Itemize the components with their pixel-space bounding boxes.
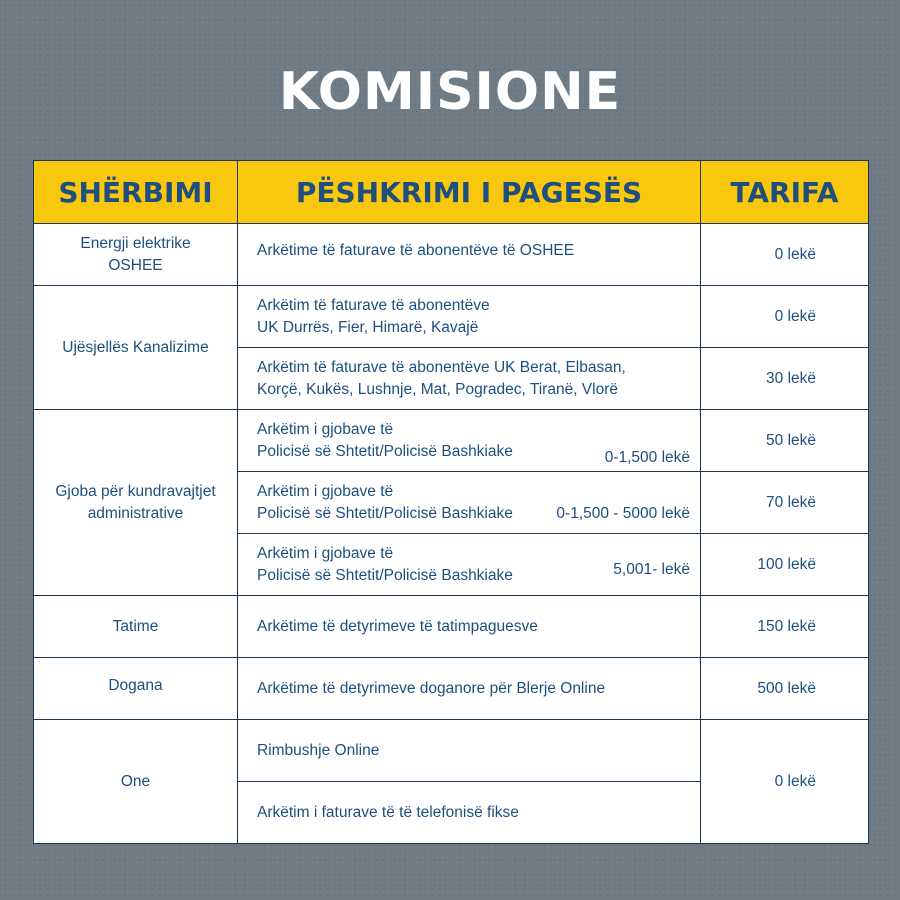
service-label: administrative <box>87 504 184 522</box>
fee-cell: 30 lekë <box>701 348 869 410</box>
description-line: Arkëtime të detyrimeve doganore për Blerje Online <box>257 679 606 697</box>
description-line: Arkëtime të detyrimeve të tatimpaguesve <box>257 617 538 635</box>
description-cell <box>238 224 701 286</box>
description-line: Arkëtim të faturave të abonentëve <box>257 296 490 314</box>
description-line: UK Durrës, Fier, Himarë, Kavajë <box>257 318 479 336</box>
service-label: Ujësjellës Kanalizime <box>62 338 209 356</box>
description-line: Arkëtim i faturave të të telefonisë fikse <box>257 803 519 821</box>
service-cell <box>34 410 238 596</box>
amount-range: 0-1,500 - 5000 lekë <box>556 504 690 522</box>
description-cell <box>238 348 701 410</box>
description-cell <box>238 286 701 348</box>
table-row <box>34 224 869 286</box>
description-cell <box>238 534 701 596</box>
service-cell <box>34 286 238 410</box>
description-line: Arkëtim të faturave të abonentëve UK Berat, Elbasan, <box>257 358 626 376</box>
table-row <box>34 410 869 472</box>
description-line: Arkëtim i gjobave të <box>257 544 394 562</box>
description-cell <box>238 782 701 844</box>
description-line: Rimbushje Online <box>257 741 380 759</box>
service-label: Tatime <box>112 617 159 635</box>
service-cell <box>34 596 238 658</box>
amount-range: 0-1,500 lekë <box>604 448 690 466</box>
description-line: Arkëtim i gjobave të <box>257 420 394 438</box>
fee-cell: 150 lekë <box>701 596 869 658</box>
description-line: Policisë së Shtetit/Policisë Bashkiake <box>257 566 513 584</box>
description-line: Arkëtim i gjobave të <box>257 482 394 500</box>
service-label: Gjoba për kundravajtjet <box>55 482 216 500</box>
description-cell <box>238 596 701 658</box>
table-header-row <box>34 161 869 224</box>
fee-cell: 70 lekë <box>701 472 869 534</box>
fee-cell: 0 lekë <box>701 720 869 844</box>
table-row <box>34 596 869 658</box>
description-cell <box>238 410 701 472</box>
page-title: KOMISIONE <box>278 62 622 122</box>
description-line: Policisë së Shtetit/Policisë Bashkiake <box>257 504 513 522</box>
table-row <box>34 286 869 348</box>
table-row <box>34 720 869 782</box>
description-line: Arkëtime të faturave të abonentëve të OSHEE <box>257 241 575 259</box>
fee-cell: 50 lekë <box>701 410 869 472</box>
service-label: Dogana <box>108 676 163 694</box>
fee-cell: 500 lekë <box>701 658 869 720</box>
fee-cell: 0 lekë <box>701 224 869 286</box>
header-service: SHËRBIMI <box>34 161 238 224</box>
service-label: One <box>120 772 151 790</box>
description-cell <box>238 472 701 534</box>
fee-cell: 100 lekë <box>701 534 869 596</box>
header-fee: TARIFA <box>701 161 869 224</box>
header-description: PËSHKRIMI I PAGESËS <box>238 161 701 224</box>
commission-table <box>33 160 869 844</box>
description-line: Policisë së Shtetit/Policisë Bashkiake <box>257 442 513 460</box>
service-label: Energji elektrike <box>80 234 191 252</box>
description-line: Korçë, Kukës, Lushnje, Mat, Pogradec, Tiranë, Vlorë <box>257 380 618 398</box>
service-label: OSHEE <box>108 256 163 274</box>
description-cell <box>238 658 701 720</box>
description-cell <box>238 720 701 782</box>
amount-range: 5,001- lekë <box>613 560 690 578</box>
fee-cell: 0 lekë <box>701 286 869 348</box>
table-row <box>34 658 869 720</box>
service-cell <box>34 720 238 844</box>
service-cell <box>34 224 238 286</box>
service-cell <box>34 658 238 720</box>
